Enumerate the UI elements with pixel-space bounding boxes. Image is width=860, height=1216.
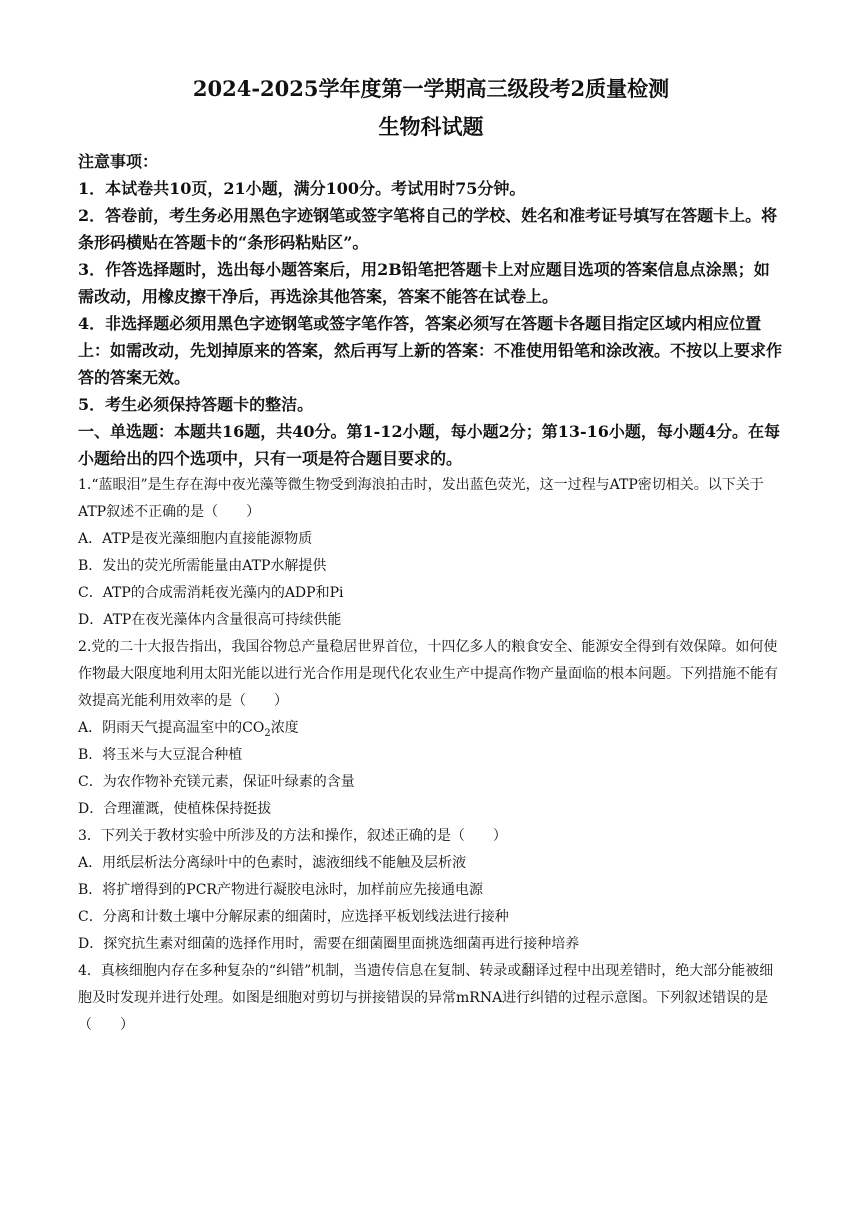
notice-item-1: 1．本试卷共10页，21小题，满分100分。考试用时75分钟。: [78, 179, 526, 198]
exam-title: 2024-2025学年度第一学期高三级段考2质量检测: [192, 76, 670, 101]
question-4: [78, 958, 784, 1039]
question-stem: 2.党的二十大报告指出，我国谷物总产量稳居世界首位，十四亿多人的粮食安全、能源安全得到有效保障。如何使作物最大限度地利用太阳光能以进行光合作用是现代化农业生产中提高作物产量面临的根本问题。下列措施不能有效提高光能利用效率的是（ ）: [78, 639, 778, 709]
question-2: [78, 634, 784, 823]
notice-item-5: 5．考生必须保持答题卡的整洁。: [78, 395, 314, 414]
option-c: C．ATP的合成需消耗夜光藻内的ADP和Pi: [78, 585, 344, 601]
question-stem: 4．真核细胞内存在多种复杂的“纠错”机制，当遗传信息在复制、转录或翻译过程中出现差错时，绝大部分能被细胞及时发现并进行处理。如图是细胞对剪切与拼接错误的异常mRNA进行纠错的过程示意图。下列叙述错误的是（ ）: [78, 963, 774, 1033]
option-b: B．将玉米与大豆混合种植: [78, 747, 243, 763]
notice-item-4: 4．非选择题必须用黑色字迹钢笔或签字笔作答，答案必须写在答题卡各题目指定区域内相应位置上：如需改动，先划掉原来的答案，然后再写上新的答案：不准使用铅笔和涂改液。不按以上要求作答的答案无效。: [78, 314, 783, 387]
notice-item-3: 3．作答选择题时，选出每小题答案后，用2B铅笔把答题卡上对应题目选项的答案信息点涂黑；如需改动，用橡皮擦干净后，再选涂其他答案，答案不能答在试卷上。: [78, 260, 770, 306]
question-stem: 1.“蓝眼泪”是生存在海中夜光藻等微生物受到海浪拍击时，发出蓝色荧光，这一过程与ATP密切相关。以下关于ATP叙述不正确的是（ ）: [78, 477, 764, 520]
option-b: B．发出的荧光所需能量由ATP水解提供: [78, 558, 327, 574]
option-d: D．探究抗生素对细菌的选择作用时，需要在细菌圈里面挑选细菌再进行接种培养: [78, 936, 580, 952]
question-stem: 3．下列关于教材实验中所涉及的方法和操作，叙述正确的是（ ）: [78, 828, 507, 844]
notice-heading: 注意事项：: [78, 152, 159, 171]
option-a: [78, 715, 784, 742]
option-c: C．为农作物补充镁元素，保证叶绿素的含量: [78, 774, 355, 790]
option-a-text-end: 浓度: [270, 720, 299, 736]
option-a-text: A．阴雨天气提高温室中的CO: [78, 720, 265, 736]
option-a: A．ATP是夜光藻细胞内直接能源物质: [78, 531, 313, 547]
question-1: [78, 472, 784, 634]
co2-subscript: 2: [264, 727, 271, 739]
notice-block: [78, 148, 784, 418]
option-b: B．将扩增得到的PCR产物进行凝胶电泳时，加样前应先接通电源: [78, 882, 483, 898]
exam-subtitle: 生物科试题: [378, 114, 484, 139]
option-d: D．ATP在夜光藻体内含量很高可持续供能: [78, 612, 342, 628]
exam-page: [78, 72, 784, 1039]
option-a: A．用纸层析法分离绿叶中的色素时，滤液细线不能触及层析液: [78, 855, 467, 871]
notice-item-2: 2．答卷前，考生务必用黑色字迹钢笔或签字笔将自己的学校、姓名和准考证号填写在答题卡上。将条形码横贴在答题卡的“条形码粘贴区”。: [78, 206, 778, 252]
section-heading: 一、单选题：本题共16题，共40分。第1-12小题，每小题2分；第13-16小题，每小题4分。在每小题给出的四个选项中，只有一项是符合题目要求的。: [78, 422, 781, 468]
option-d: D．合理灌溉，使植株保持挺拔: [78, 801, 272, 817]
option-c: C．分离和计数土壤中分解尿素的细菌时，应选择平板划线法进行接种: [78, 909, 509, 925]
question-3: [78, 823, 784, 958]
